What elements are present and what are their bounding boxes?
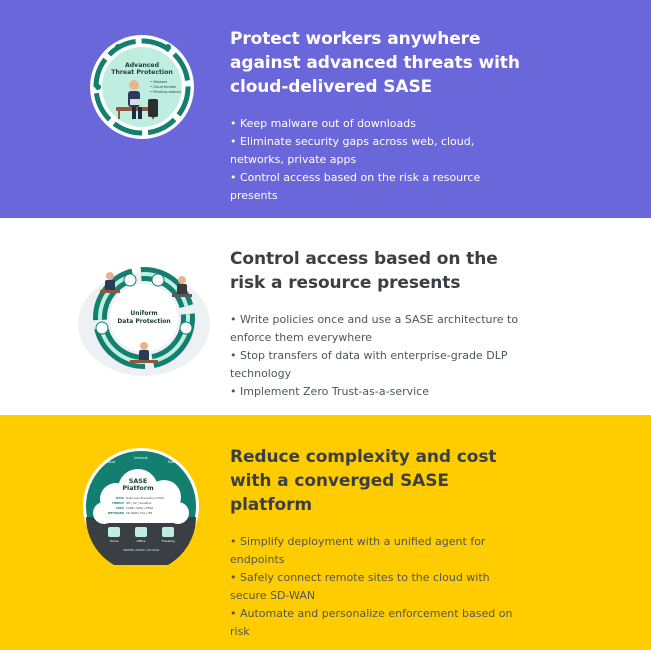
bullet-item: • Eliminate security gaps across web, cloud, networks, private apps [230, 135, 475, 166]
uniform-data-protection-illustration [74, 254, 214, 378]
illustration-title-line2: Data Protection [117, 318, 171, 325]
illustration-title-line1: Uniform [130, 310, 158, 317]
section-heading: Control access based on the risk a resource presents [230, 249, 498, 293]
bullet-item: • Write policies once and use a SASE architecture to enforce them everywhere [230, 313, 519, 344]
section-heading: Reduce complexity and cost with a converged SASE platform [230, 447, 497, 515]
bottom-label: Traveling [161, 539, 175, 543]
illustration-title-line2: Platform [122, 484, 154, 492]
section-heading: Protect workers anywhere against advanced threats with cloud-delivered SASE [230, 29, 520, 97]
section-protect-workers [0, 0, 651, 218]
platform-row-value: SD-WAN | SSL | IPS [126, 511, 153, 515]
sase-platform-illustration [82, 447, 200, 565]
platform-row-value: CASB | SWG | ZTNA [126, 506, 154, 510]
bullet-list [230, 115, 520, 205]
ring-node-icon [165, 44, 171, 50]
advanced-threat-protection-illustration [88, 33, 196, 141]
bullet-item: • Keep malware out of downloads [230, 117, 416, 130]
bullet-list [230, 311, 520, 401]
bullet-item: • Simplify deployment with a unified agent for endpoints [230, 535, 486, 566]
platform-row-value: IPS | AV | Sandbox [126, 501, 152, 505]
platform-row-value: Data Loss Prevention (DLP) [126, 496, 165, 500]
home-icon [108, 527, 120, 537]
bullet-list [230, 533, 520, 641]
illustration-item: • Malware [150, 80, 168, 84]
illustration-item: • Phishing attacks [150, 90, 181, 94]
platform-row-key: DATA [115, 496, 124, 500]
top-label: Internet [134, 456, 148, 460]
platform-row-key: THREAT [111, 501, 124, 505]
bullet-item: • Safely connect remote sites to the cloud with secure SD-WAN [230, 571, 490, 602]
bullet-item: • Stop transfers of data with enterprise-grade DLP technology [230, 349, 508, 380]
top-label: SaaS [167, 460, 177, 464]
illustration-title-line1: SASE [128, 477, 148, 485]
bullet-item: • Implement Zero Trust-as-a-service [230, 385, 429, 398]
section-control-access [0, 218, 651, 415]
illustration-title-line1: Advanced [124, 62, 160, 69]
platform-row-key: APPS [115, 506, 124, 510]
illustration-footer: UNIFIED AGENT | SD-WAN [123, 548, 159, 552]
top-label: Cloud [105, 460, 115, 464]
bottom-label: Home [109, 539, 119, 543]
traveling-icon [162, 527, 174, 537]
illustration-item: • Cloud threats [150, 85, 176, 89]
ring-node-icon [95, 84, 101, 90]
bullet-item: • Control access based on the risk a resource presents [230, 171, 481, 202]
bullet-item: • Automate and personalize enforcement based on risk [230, 607, 513, 638]
section-reduce-complexity [0, 415, 651, 650]
office-icon [135, 527, 147, 537]
bottom-label: Office [136, 539, 146, 543]
ring-node-icon [115, 44, 121, 50]
platform-row-key: NETWORK [108, 511, 124, 515]
illustration-title-line2: Threat Protection [111, 69, 173, 76]
